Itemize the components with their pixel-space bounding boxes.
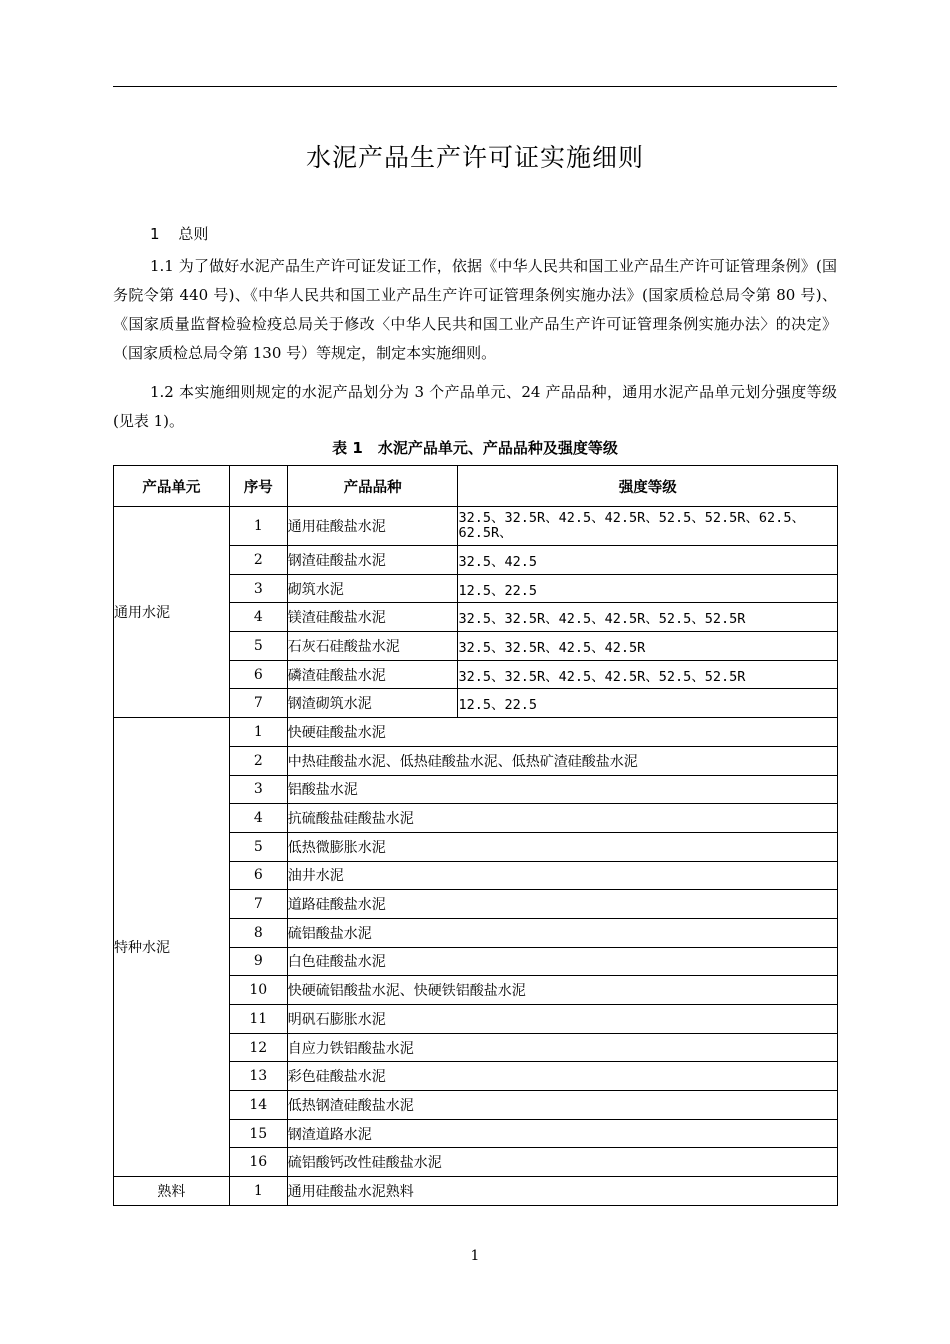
sequence-cell: 3 — [229, 775, 287, 804]
sequence-cell: 6 — [229, 660, 287, 689]
strength-grade-cell: 32.5、32.5R、42.5、42.5R — [458, 632, 838, 661]
section-heading — [150, 223, 208, 244]
product-variety-cell: 钢渣砌筑水泥 — [287, 689, 458, 718]
strength-grade-cell: 32.5、42.5 — [458, 546, 838, 575]
sequence-cell: 4 — [229, 603, 287, 632]
product-variety-cell: 低热微膨胀水泥 — [287, 832, 837, 861]
product-variety-cell: 快硬硅酸盐水泥 — [287, 718, 837, 747]
sequence-cell: 15 — [229, 1119, 287, 1148]
product-variety-cell: 磷渣硅酸盐水泥 — [287, 660, 458, 689]
product-variety-cell: 快硬硫铝酸盐水泥、快硬铁铝酸盐水泥 — [287, 976, 837, 1005]
sequence-cell: 6 — [229, 861, 287, 890]
strength-grade-cell: 32.5、32.5R、42.5、42.5R、52.5、52.5R — [458, 660, 838, 689]
table-row — [114, 718, 838, 747]
sequence-cell: 1 — [229, 507, 287, 546]
product-variety-cell: 通用硅酸盐水泥熟料 — [287, 1177, 837, 1206]
product-variety-cell: 明矾石膨胀水泥 — [287, 1005, 837, 1034]
paragraph-1-2: 1.2 本实施细则规定的水泥产品划分为 3 个产品单元、24 产品品种，通用水泥产品单元划分强度等级(见表 1)。 — [113, 383, 837, 430]
product-variety-cell: 白色硅酸盐水泥 — [287, 947, 837, 976]
sequence-cell: 7 — [229, 689, 287, 718]
sequence-cell: 11 — [229, 1005, 287, 1034]
product-variety-cell: 中热硅酸盐水泥、低热硅酸盐水泥、低热矿渣硅酸盐水泥 — [287, 746, 837, 775]
product-variety-cell: 铝酸盐水泥 — [287, 775, 837, 804]
sequence-cell: 2 — [229, 746, 287, 775]
strength-grade-cell: 32.5、32.5R、42.5、42.5R、52.5、52.5R — [458, 603, 838, 632]
document-title: 水泥产品生产许可证实施细则 — [305, 143, 644, 172]
sequence-cell: 2 — [229, 546, 287, 575]
section-number: 1 — [150, 225, 160, 243]
product-table — [113, 465, 838, 1206]
table-row — [114, 1177, 838, 1206]
header-grade: 强度等级 — [458, 466, 838, 507]
table-header-row — [114, 466, 838, 507]
product-variety-cell: 镁渣硅酸盐水泥 — [287, 603, 458, 632]
table-caption: 表 1 水泥产品单元、产品品种及强度等级 — [332, 439, 618, 457]
product-variety-cell: 硫铝酸盐水泥 — [287, 918, 837, 947]
product-variety-cell: 油井水泥 — [287, 861, 837, 890]
header-unit: 产品单元 — [114, 466, 230, 507]
product-variety-cell: 石灰石硅酸盐水泥 — [287, 632, 458, 661]
product-variety-cell: 自应力铁铝酸盐水泥 — [287, 1033, 837, 1062]
sequence-cell: 1 — [229, 1177, 287, 1206]
sequence-cell: 7 — [229, 890, 287, 919]
header-variety: 产品品种 — [287, 466, 458, 507]
product-variety-cell: 砌筑水泥 — [287, 574, 458, 603]
page-number: 1 — [470, 1248, 480, 1264]
sequence-cell: 12 — [229, 1033, 287, 1062]
sequence-cell: 5 — [229, 632, 287, 661]
header-seq: 序号 — [229, 466, 287, 507]
sequence-cell: 9 — [229, 947, 287, 976]
product-variety-cell: 低热钢渣硅酸盐水泥 — [287, 1091, 837, 1120]
product-variety-cell: 抗硫酸盐硅酸盐水泥 — [287, 804, 837, 833]
product-unit-cell: 通用水泥 — [114, 507, 230, 718]
sequence-cell: 5 — [229, 832, 287, 861]
product-variety-cell: 道路硅酸盐水泥 — [287, 890, 837, 919]
product-variety-cell: 通用硅酸盐水泥 — [287, 507, 458, 546]
product-variety-cell: 钢渣硅酸盐水泥 — [287, 546, 458, 575]
sequence-cell: 10 — [229, 976, 287, 1005]
section-title: 总则 — [178, 225, 209, 243]
product-variety-cell: 钢渣道路水泥 — [287, 1119, 837, 1148]
product-unit-cell: 特种水泥 — [114, 718, 230, 1177]
product-variety-cell: 硫铝酸钙改性硅酸盐水泥 — [287, 1148, 837, 1177]
strength-grade-cell: 32.5、32.5R、42.5、42.5R、52.5、52.5R、62.5、62.5R、 — [458, 507, 838, 546]
product-unit-cell: 熟料 — [114, 1177, 230, 1206]
sequence-cell: 13 — [229, 1062, 287, 1091]
sequence-cell: 14 — [229, 1091, 287, 1120]
sequence-cell: 3 — [229, 574, 287, 603]
header-rule — [113, 86, 837, 87]
table-row — [114, 507, 838, 546]
sequence-cell: 1 — [229, 718, 287, 747]
sequence-cell: 16 — [229, 1148, 287, 1177]
sequence-cell: 4 — [229, 804, 287, 833]
strength-grade-cell: 12.5、22.5 — [458, 689, 838, 718]
strength-grade-cell: 12.5、22.5 — [458, 574, 838, 603]
paragraph-1-1: 1.1 为了做好水泥产品生产许可证发证工作，依据《中华人民共和国工业产品生产许可证管理条例》(国务院令第 440 号)、《中华人民共和国工业产品生产许可证管理条例实施办法》(国家质检总局令第 80 号)、《国家质量监督检验检疫总局关于修改〈中华人民共和国工业产品生产许可证管理条例实施办法〉的决定》（国家质检总局令第 130 号）等规定，制定本实施细则。 — [113, 257, 837, 362]
sequence-cell: 8 — [229, 918, 287, 947]
table-body — [114, 507, 838, 1206]
product-variety-cell: 彩色硅酸盐水泥 — [287, 1062, 837, 1091]
